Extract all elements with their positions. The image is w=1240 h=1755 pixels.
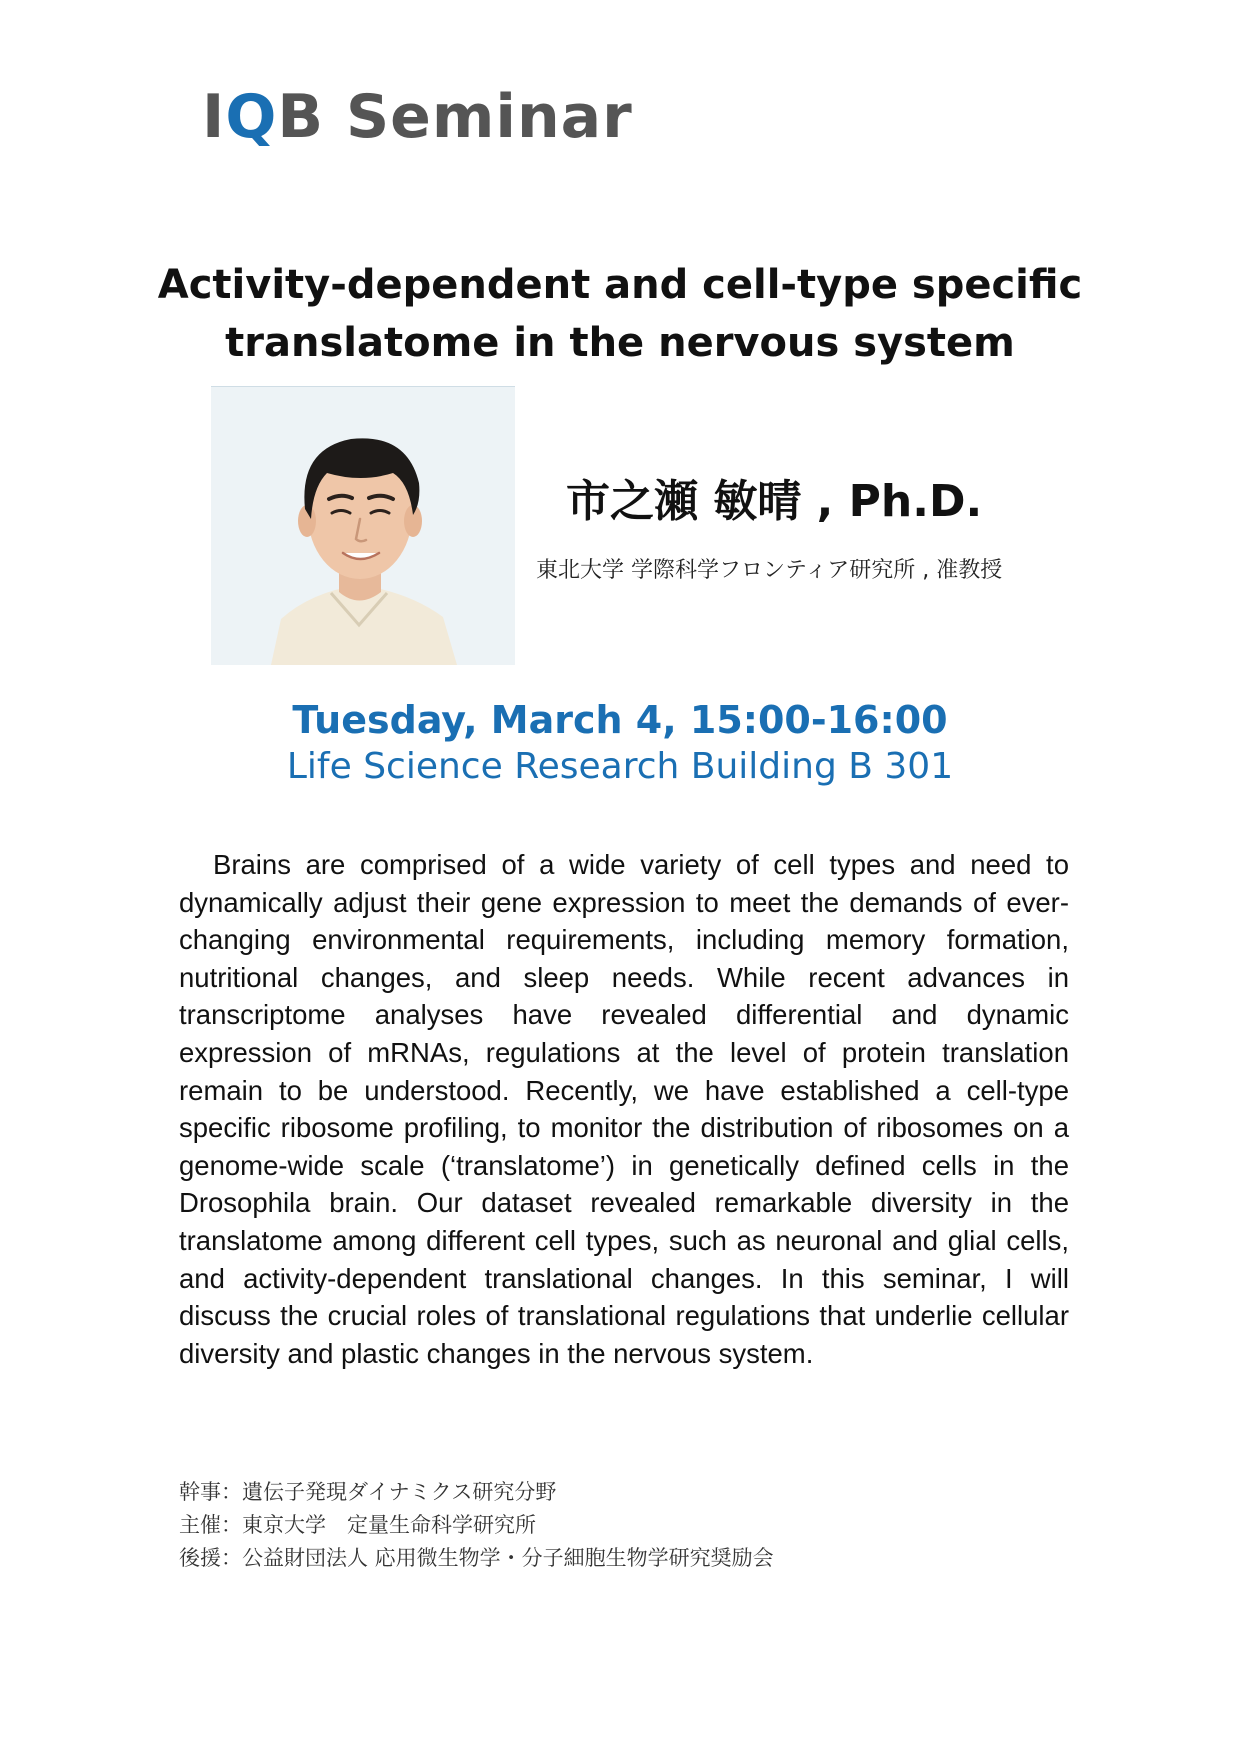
seminar-title bbox=[100, 256, 1140, 372]
brand-prefix: I bbox=[202, 82, 226, 152]
seminar-brand bbox=[202, 82, 633, 152]
footer-organizer: 幹事：遺伝子発現ダイナミクス研究分野 bbox=[179, 1480, 557, 1504]
event-venue: Life Science Research Building B 301 bbox=[286, 746, 954, 787]
brand-suffix: B Seminar bbox=[277, 82, 633, 152]
footer-host: 主催：東京大学 定量生命科学研究所 bbox=[179, 1513, 536, 1537]
title-line-2: translatome in the nervous system bbox=[225, 320, 1015, 366]
speaker-affiliation: 東北大学 学際科学フロンティア研究所 , 准教授 bbox=[536, 558, 1003, 583]
footer-credits bbox=[179, 1476, 774, 1575]
title-line-1: Activity-dependent and cell-type specific bbox=[157, 262, 1083, 308]
brand-q-letter: Q bbox=[225, 82, 278, 152]
speaker-photo bbox=[211, 386, 515, 665]
speaker-name: 市之瀬 敏晴 , Ph.D. bbox=[566, 476, 983, 527]
event-datetime: Tuesday, March 4, 15:00-16:00 bbox=[292, 698, 948, 742]
abstract-paragraph: Brains are comprised of a wide variety of cell types and need to dynamically adjust their gene expression to meet the demands of ever-changing environmental requirements, including memory formation, nutritional changes, and sleep needs. While recent advances in transcriptome analyses have revealed differential and dynamic expression of mRNAs, regulations at the level of protein translation remain to be understood. Recently, we have established a cell-type specific ribosome profiling, to monitor the distribution of ribosomes on a genome-wide scale (‘translatome’) in genetically defined cells in the Drosophila brain. Our dataset revealed remarkable diversity in the translatome among different cell types, such as neuronal and glial cells, and activity-dependent translational changes. In this seminar, I will discuss the crucial roles of translational regulations that underlie cellular diversity and plastic changes in the nervous system. bbox=[179, 849, 1069, 1369]
footer-support: 後援：公益財団法人 応用微生物学・分子細胞生物学研究奨励会 bbox=[179, 1546, 774, 1570]
speaker-portrait-illustration bbox=[211, 387, 515, 665]
